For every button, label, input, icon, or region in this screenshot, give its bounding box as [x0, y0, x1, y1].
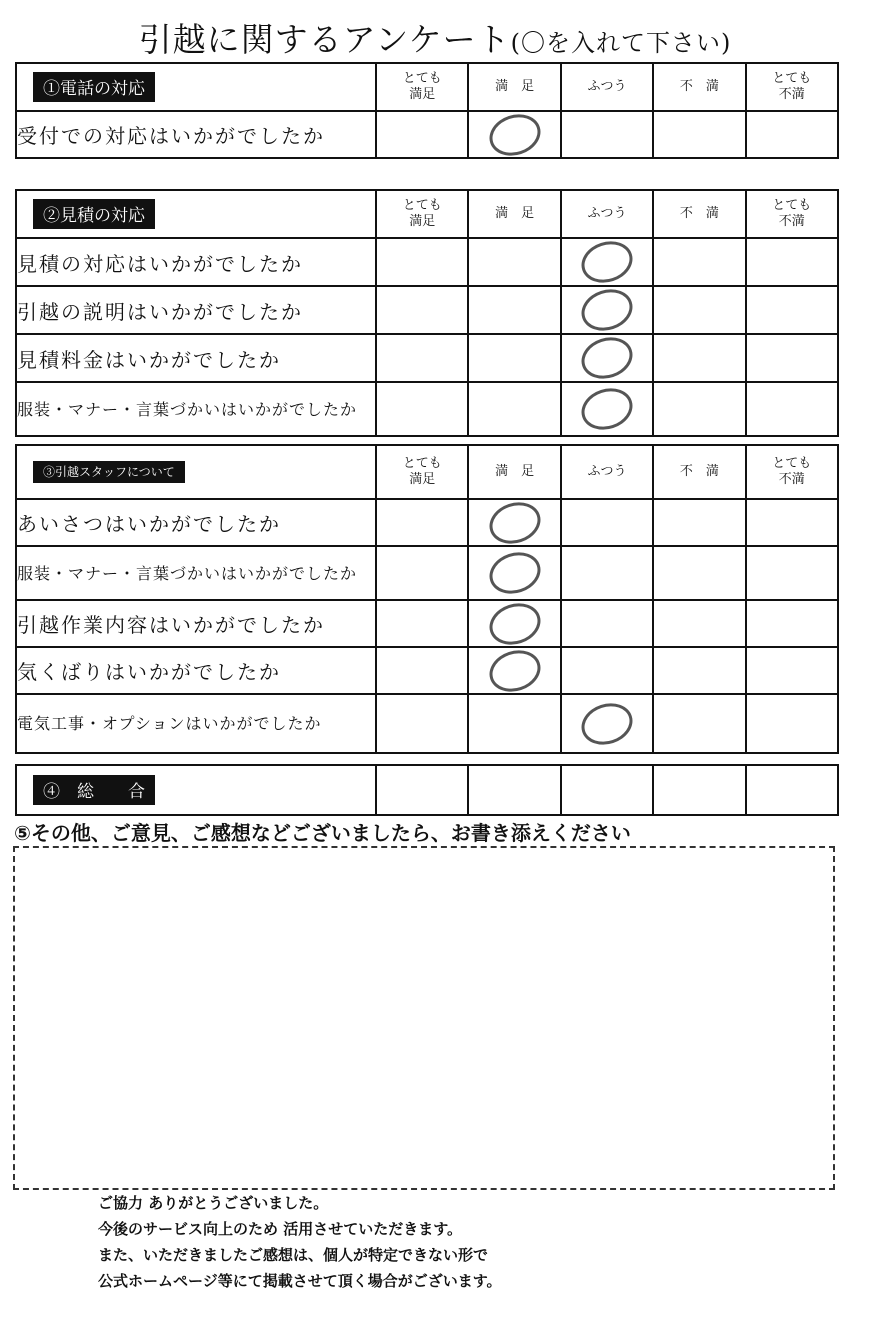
question-row [16, 334, 838, 382]
answer-cell-neutral[interactable] [561, 647, 653, 694]
answer-cell-very-dissatisfied[interactable] [746, 286, 838, 334]
answer-cell-satisfied[interactable] [468, 111, 560, 158]
answer-cell-dissatisfied[interactable] [653, 238, 745, 286]
answer-cell-very-satisfied[interactable] [376, 499, 468, 546]
answer-cell-very-satisfied[interactable] [376, 600, 468, 647]
answer-cell-very-dissatisfied[interactable] [746, 600, 838, 647]
answer-cell-dissatisfied[interactable] [653, 111, 745, 158]
rating-head-very-dissatisfied: とても 不満 [746, 445, 838, 499]
rating-head-very-dissatisfied: とても 不満 [746, 190, 838, 238]
question-text: 受付での対応はいかがでしたか [16, 111, 376, 158]
rating-head-very-satisfied: とても 満足 [376, 190, 468, 238]
rating-head-dissatisfied: 不 満 [653, 445, 745, 499]
question-text: 引越の説明はいかがでしたか [16, 286, 376, 334]
answer-circle-mark [576, 331, 638, 385]
rating-head-very-satisfied: とても 満足 [376, 445, 468, 499]
answer-cell-satisfied[interactable] [468, 499, 560, 546]
question-row [16, 694, 838, 753]
section-header-row [16, 445, 838, 499]
rating-head-neutral: ふつう [561, 190, 653, 238]
answer-cell-satisfied[interactable] [468, 238, 560, 286]
answer-cell-dissatisfied[interactable] [653, 286, 745, 334]
answer-cell-very-dissatisfied[interactable] [746, 499, 838, 546]
answer-cell-neutral[interactable] [561, 600, 653, 647]
comments-field[interactable] [13, 846, 835, 1190]
answer-cell-satisfied[interactable] [468, 694, 560, 753]
section-header-cell [16, 765, 376, 815]
answer-cell-satisfied[interactable] [468, 765, 560, 815]
question-row [16, 647, 838, 694]
section-header-cell [16, 63, 376, 111]
answer-cell-dissatisfied[interactable] [653, 694, 745, 753]
question-text: あいさつはいかがでしたか [16, 499, 376, 546]
rating-head-neutral: ふつう [561, 63, 653, 111]
question-row [16, 382, 838, 436]
answer-circle-mark [576, 235, 638, 289]
section-label: ④ 総 合 [33, 775, 155, 805]
rating-head-satisfied: 満 足 [468, 63, 560, 111]
survey-title [0, 14, 870, 61]
footer-note [98, 1190, 502, 1294]
answer-cell-satisfied[interactable] [468, 286, 560, 334]
section-phone [15, 62, 839, 159]
answer-cell-very-satisfied[interactable] [376, 546, 468, 600]
comments-label: ⑤その他、ご意見、ご感想などございましたら、お書き添えください [14, 821, 631, 845]
answer-cell-very-dissatisfied[interactable] [746, 111, 838, 158]
answer-circle-mark [484, 495, 546, 549]
section-label: ②見積の対応 [33, 199, 155, 229]
rating-head-dissatisfied: 不 満 [653, 63, 745, 111]
footer-line: ご協力 ありがとうございました。 [98, 1194, 329, 1212]
question-text: 電気工事・オプションはいかがでしたか [16, 694, 376, 753]
question-text: 気くばりはいかがでしたか [16, 647, 376, 694]
rating-head-very-satisfied: とても 満足 [376, 63, 468, 111]
answer-cell-satisfied[interactable] [468, 600, 560, 647]
question-row [16, 546, 838, 600]
question-row [16, 286, 838, 334]
answer-cell-very-satisfied[interactable] [376, 647, 468, 694]
answer-cell-satisfied[interactable] [468, 382, 560, 436]
answer-cell-very-dissatisfied[interactable] [746, 382, 838, 436]
answer-circle-mark [576, 382, 638, 436]
rating-head-satisfied: 満 足 [468, 445, 560, 499]
section-header-row [16, 190, 838, 238]
rating-head-neutral: ふつう [561, 445, 653, 499]
section-estimate [15, 189, 839, 437]
answer-cell-very-dissatisfied[interactable] [746, 238, 838, 286]
rating-head-dissatisfied: 不 満 [653, 190, 745, 238]
section-label: ①電話の対応 [33, 72, 155, 102]
question-text: 引越作業内容はいかがでしたか [16, 600, 376, 647]
question-text: 服装・マナー・言葉づかいはいかがでしたか [16, 382, 376, 436]
answer-cell-very-satisfied[interactable] [376, 334, 468, 382]
answer-circle-mark [576, 283, 638, 337]
answer-cell-dissatisfied[interactable] [653, 647, 745, 694]
answer-cell-dissatisfied[interactable] [653, 499, 745, 546]
answer-circle-mark [484, 643, 546, 697]
answer-circle-mark [576, 696, 638, 750]
rating-head-very-dissatisfied: とても 不満 [746, 63, 838, 111]
answer-circle-mark [484, 546, 546, 600]
section-header-row [16, 63, 838, 111]
answer-cell-satisfied[interactable] [468, 647, 560, 694]
answer-cell-very-dissatisfied[interactable] [746, 765, 838, 815]
question-text: 服装・マナー・言葉づかいはいかがでしたか [16, 546, 376, 600]
answer-cell-dissatisfied[interactable] [653, 600, 745, 647]
answer-cell-neutral[interactable] [561, 382, 653, 436]
answer-cell-neutral[interactable] [561, 111, 653, 158]
answer-cell-neutral[interactable] [561, 334, 653, 382]
answer-cell-neutral[interactable] [561, 765, 653, 815]
answer-cell-neutral[interactable] [561, 546, 653, 600]
section-header-cell [16, 190, 376, 238]
section-staff [15, 444, 839, 754]
answer-cell-satisfied[interactable] [468, 546, 560, 600]
question-text: 見積の対応はいかがでしたか [16, 238, 376, 286]
answer-cell-very-satisfied[interactable] [376, 765, 468, 815]
question-row [16, 111, 838, 158]
footer-line: 公式ホームページ等にて掲載させて頂く場合がございます。 [98, 1272, 502, 1290]
question-row [16, 238, 838, 286]
answer-cell-dissatisfied[interactable] [653, 334, 745, 382]
answer-cell-very-satisfied[interactable] [376, 382, 468, 436]
answer-cell-very-dissatisfied[interactable] [746, 694, 838, 753]
answer-cell-neutral[interactable] [561, 238, 653, 286]
rating-head-satisfied: 満 足 [468, 190, 560, 238]
answer-circle-mark [484, 107, 546, 161]
answer-cell-very-satisfied[interactable] [376, 111, 468, 158]
footer-line: また、いただきましたご感想は、個人が特定できない形で [98, 1246, 489, 1264]
footer-line: 今後のサービス向上のため 活用させていただきます。 [98, 1220, 463, 1238]
title-main: 引越に関するアンケート [138, 20, 511, 59]
answer-cell-very-dissatisfied[interactable] [746, 334, 838, 382]
answer-cell-neutral[interactable] [561, 694, 653, 753]
question-text: 見積料金はいかがでしたか [16, 334, 376, 382]
answer-circle-mark [484, 596, 546, 650]
answer-cell-dissatisfied[interactable] [653, 765, 745, 815]
answer-cell-very-satisfied[interactable] [376, 286, 468, 334]
answer-cell-very-satisfied[interactable] [376, 238, 468, 286]
answer-cell-very-satisfied[interactable] [376, 694, 468, 753]
answer-cell-satisfied[interactable] [468, 334, 560, 382]
question-row [16, 499, 838, 546]
section-label: ③引越スタッフについて [33, 461, 185, 483]
section-header-cell [16, 445, 376, 499]
answer-cell-neutral[interactable] [561, 286, 653, 334]
answer-cell-very-dissatisfied[interactable] [746, 647, 838, 694]
answer-cell-dissatisfied[interactable] [653, 382, 745, 436]
answer-cell-dissatisfied[interactable] [653, 546, 745, 600]
title-note: (〇を入れて下さい) [510, 29, 732, 57]
answer-cell-neutral[interactable] [561, 499, 653, 546]
overall-row [16, 765, 838, 815]
question-row [16, 600, 838, 647]
answer-cell-very-dissatisfied[interactable] [746, 546, 838, 600]
section-overall [15, 764, 839, 816]
